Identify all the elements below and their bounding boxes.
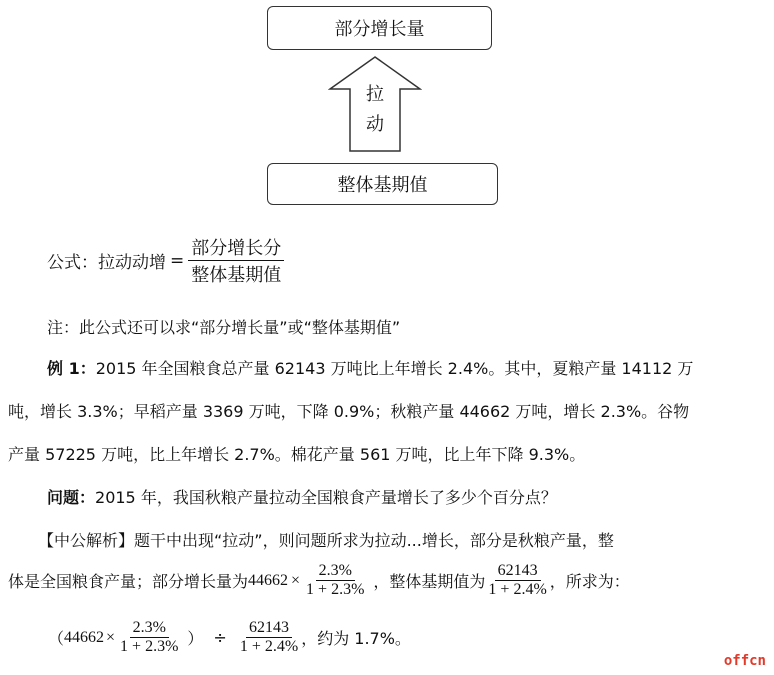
analysis-text-b: ，整体基期值为	[373, 572, 486, 591]
diagram-top-box	[267, 6, 492, 50]
diagram-bottom-box	[267, 163, 498, 205]
analysis-line-3	[48, 619, 411, 656]
fraction-4	[237, 619, 301, 656]
divide-sign: ÷	[213, 628, 227, 647]
note: 注：此公式还可以求“部分增长量”或“整体基期值”	[47, 318, 401, 337]
example-label: 例 1：	[47, 359, 96, 378]
fraction-1	[303, 562, 367, 599]
fraction-2-denominator: 1 + 2.4%	[488, 581, 547, 598]
analysis-line-1: 【中公解析】题干中出现“拉动”，则问题所求为拉动...增长，部分是秋粮产量，整	[38, 531, 614, 550]
part-value: 44662	[248, 571, 289, 589]
formula	[47, 234, 284, 287]
close-paren: ）	[187, 629, 204, 648]
example-line-1	[47, 356, 693, 379]
offcn-watermark: offcn	[723, 653, 766, 669]
example-text-1: 2015 年全国粮食总产量 62143 万吨比上年增长 2.4%。其中，夏粮产量 14112 万	[95, 359, 694, 378]
example-line-3: 产量 57225 万吨，比上年增长 2.7%。棉花产量 561 万吨，比上年下降 9.3%。	[8, 445, 586, 464]
part-value-2: 44662	[64, 628, 105, 646]
formula-equals: =	[170, 250, 185, 271]
question	[47, 485, 557, 508]
fraction-4-numerator: 62143	[246, 619, 292, 638]
fraction-1-numerator: 2.3%	[316, 562, 355, 581]
fraction-3-denominator: 1 + 2.3%	[120, 638, 179, 655]
formula-denominator: 整体基期值	[191, 265, 282, 286]
fraction-1-denominator: 1 + 2.3%	[306, 581, 365, 598]
bottom-box-label: 整体基期值	[337, 175, 428, 196]
fraction-4-denominator: 1 + 2.4%	[239, 638, 299, 655]
fraction-3-numerator: 2.3%	[130, 619, 169, 638]
times-sign: ×	[291, 571, 301, 589]
times-sign-2: ×	[106, 628, 116, 646]
arrow-label-1: 拉	[366, 84, 384, 105]
formula-fraction	[188, 234, 284, 287]
open-paren: （	[48, 629, 65, 648]
analysis-text-a: 体是全国粮食产量；部分增长量为	[8, 572, 249, 591]
analysis-text-end: ，约为 1.7%。	[301, 629, 411, 648]
question-text: 2015 年，我国秋粮产量拉动全国粮食产量增长了多少个百分点？	[95, 488, 557, 507]
arrow-label-2: 动	[366, 114, 384, 135]
formula-label: 公式：拉动动增	[47, 253, 166, 273]
example-line-2: 吨，增长 3.3%；早稻产量 3369 万吨，下降 0.9%；秋粮产量 44662 万吨，增长 2.3%。谷物	[8, 402, 690, 421]
analysis-line-2	[8, 562, 630, 599]
top-box-label: 部分增长量	[334, 19, 425, 40]
fraction-2	[485, 562, 549, 599]
question-label: 问题：	[47, 488, 96, 507]
fraction-2-numerator: 62143	[495, 562, 541, 581]
fraction-3	[117, 619, 181, 656]
analysis-text-c: ，所求为：	[549, 572, 630, 591]
formula-numerator: 部分增长分	[188, 234, 284, 261]
